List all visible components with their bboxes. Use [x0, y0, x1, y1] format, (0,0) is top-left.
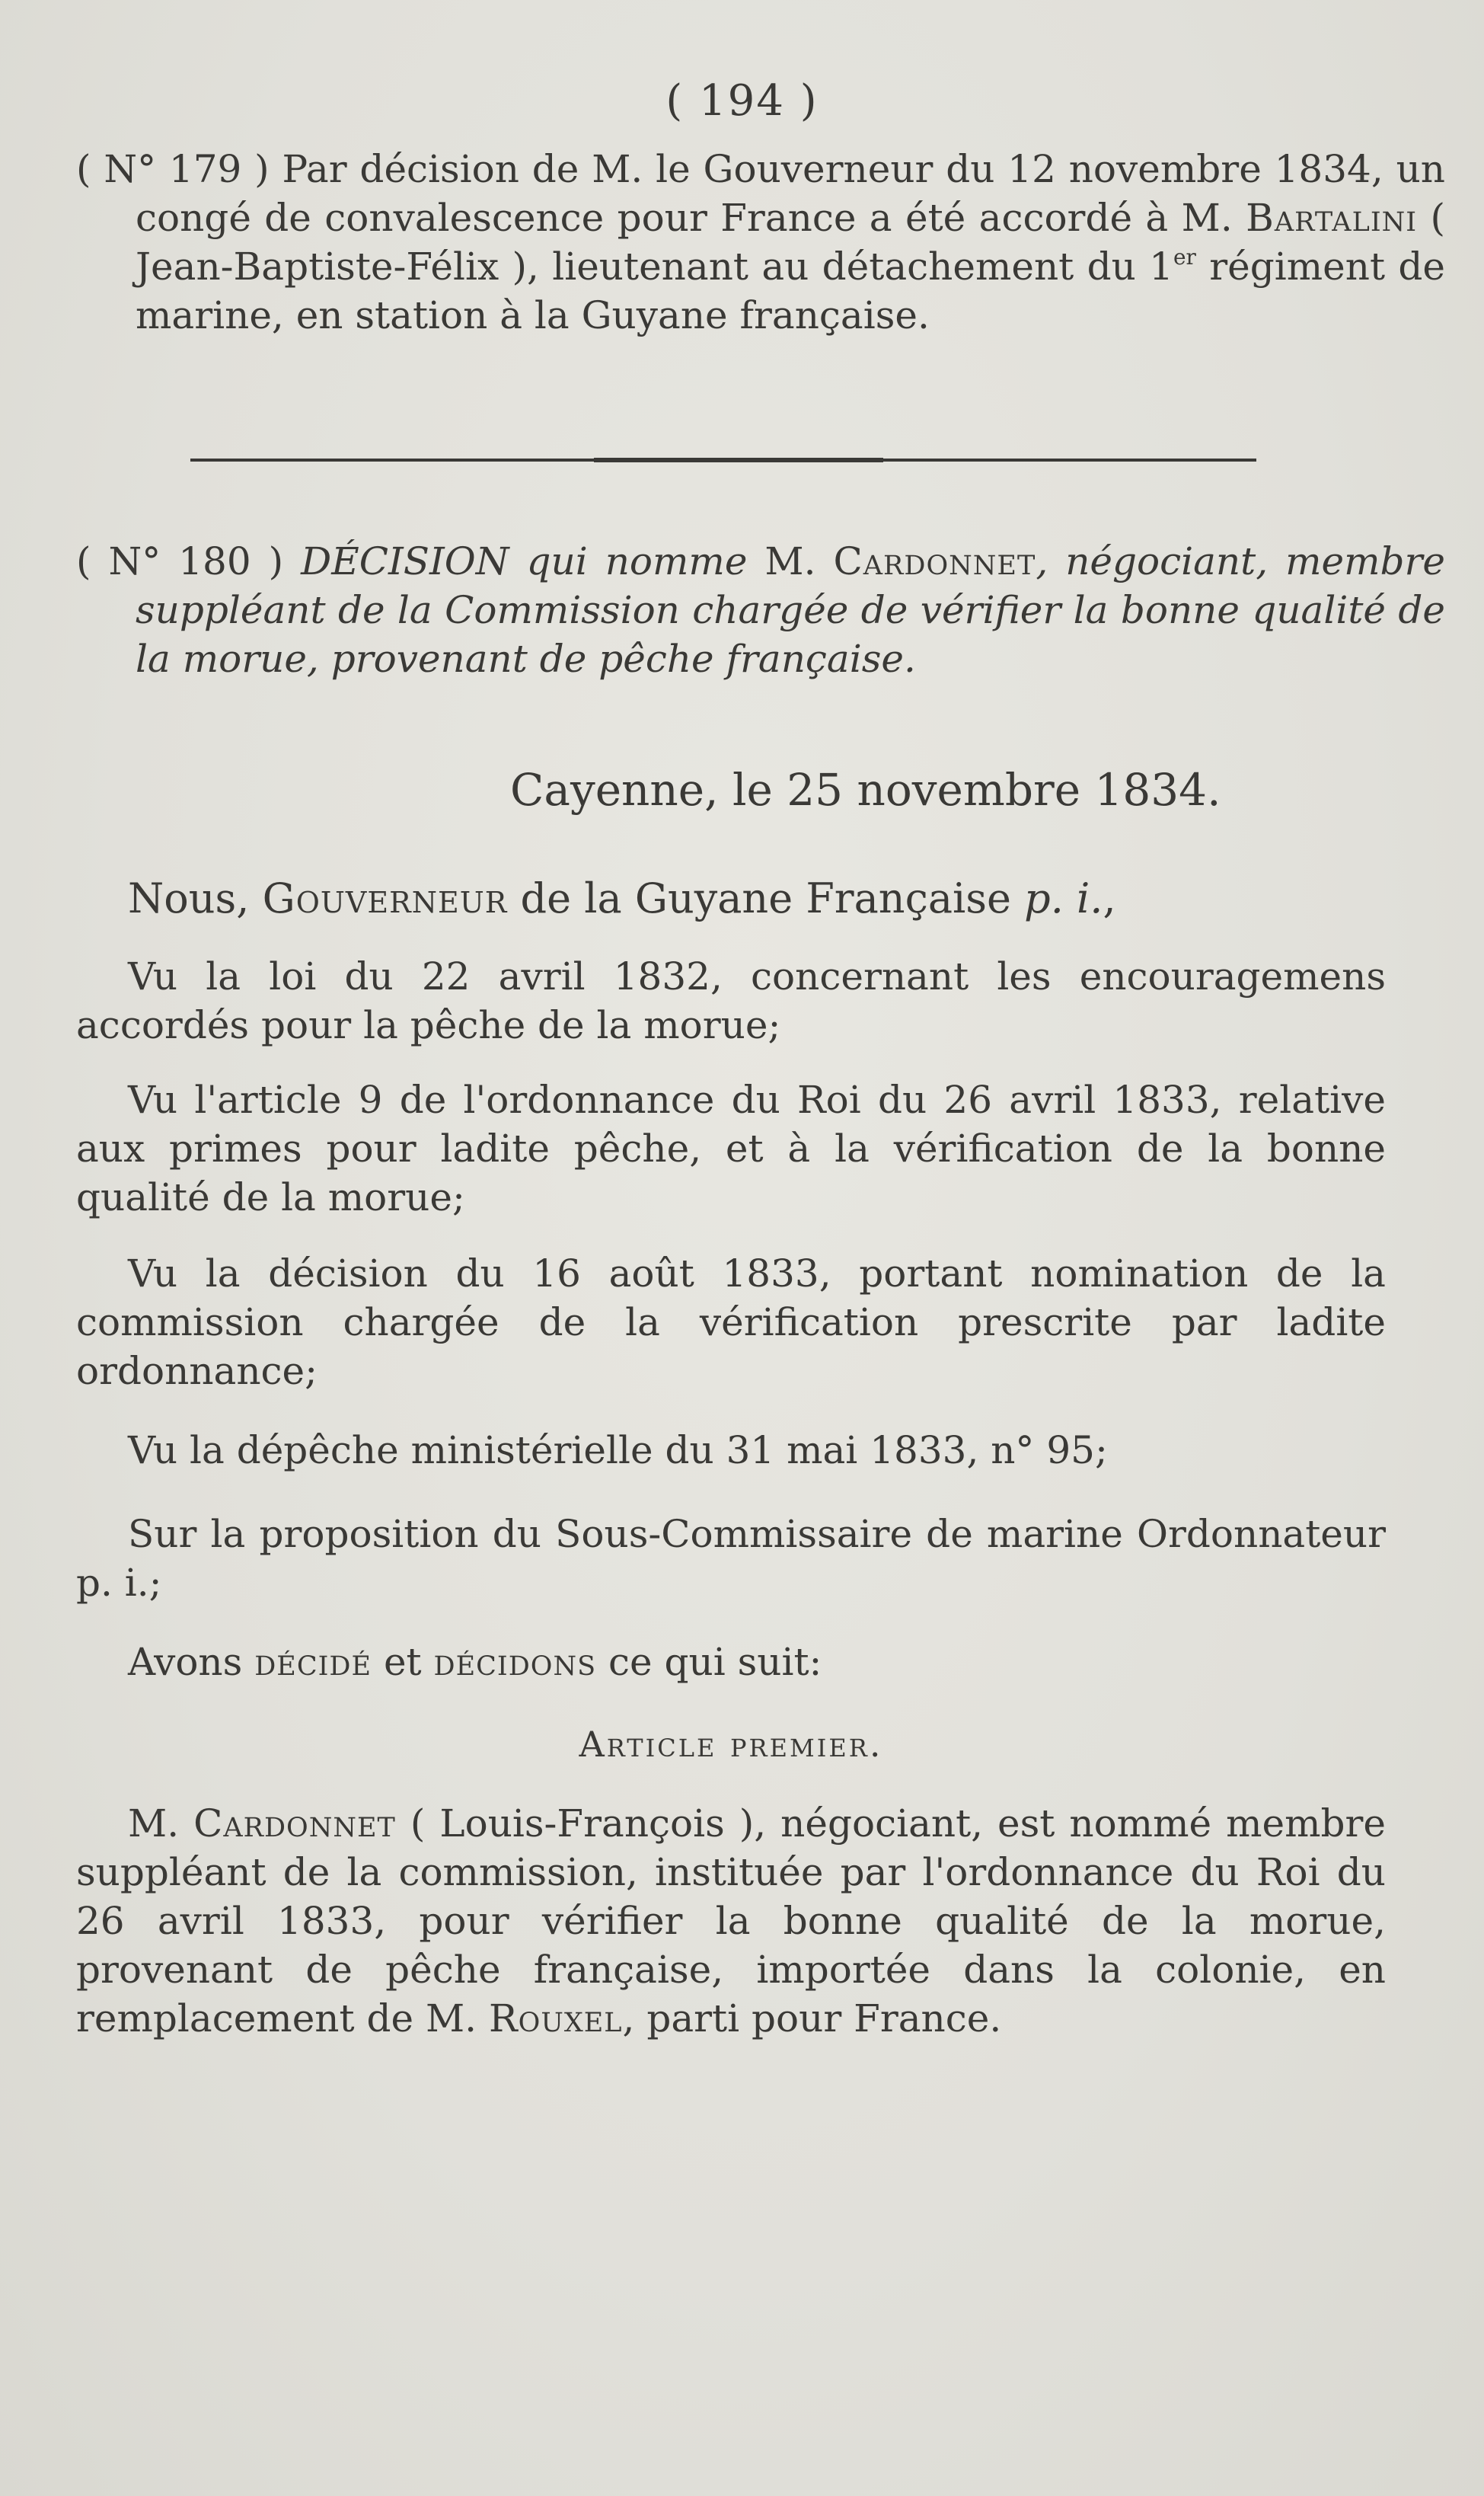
consideration-5: Sur la proposition du Sous-Commissaire de marine Ordonnateur p. i.;	[76, 1512, 1386, 1605]
entry-180-title-m: M.	[764, 539, 816, 583]
decide-decide: décidé	[254, 1640, 372, 1684]
entry-179-text: Par décision de M. le Gouverneur du 12 novembre 1834, un congé de convalescence pour France a été accordé à M.	[136, 147, 1445, 240]
article-text-end: , parti pour France.	[622, 1996, 1002, 2041]
consideration-2: Vu l'article 9 de l'ordonnance du Roi du 26 avril 1833, relative aux primes pour ladite pêche, et à la vérification de la bonne qualité de la morue;	[76, 1078, 1386, 1219]
decide-et: et	[383, 1640, 422, 1684]
article-heading: Article premier.	[579, 1724, 883, 1765]
article-body	[76, 1799, 1386, 2043]
entry-179-name: Bartalini	[1246, 196, 1418, 240]
decide-avons: Avons	[128, 1640, 243, 1684]
section-divider-thick	[594, 458, 883, 462]
entry-179-text-end: régiment de marine, en station à la Guyane française.	[136, 244, 1446, 337]
nous-line	[76, 874, 1386, 923]
entry-179-text-after: ( Jean-Baptiste-Félix ), lieutenant au détachement du 1	[136, 196, 1445, 289]
consideration-4: Vu la dépêche ministérielle du 31 mai 1833, n° 95;	[128, 1428, 1108, 1472]
gouverneur-title: Gouverneur	[262, 874, 508, 922]
article-name: Cardonnet	[193, 1801, 396, 1846]
decision-line	[76, 1638, 1386, 1686]
decide-end: ce qui suit:	[608, 1640, 822, 1684]
nous-end: ,	[1103, 874, 1116, 922]
entry-180-title-word: DÉCISION	[301, 539, 509, 583]
entry-179-superscript: er	[1173, 244, 1196, 270]
nous-start: Nous,	[128, 874, 250, 922]
entry-179	[76, 145, 1445, 340]
article-name-2: Rouxel	[488, 1996, 623, 2041]
entry-179-number: ( N° 179 )	[76, 147, 270, 191]
consideration-1: Vu la loi du 22 avril 1832, concernant les encouragemens accordés pour la pêche de la morue;	[76, 954, 1386, 1047]
entry-180-number: ( N° 180 )	[76, 539, 284, 583]
entry-180-name: Cardonnet	[833, 539, 1036, 583]
nous-rest: de la Guyane Française	[520, 874, 1011, 922]
article-m: M.	[128, 1801, 180, 1846]
entry-180-title	[76, 537, 1445, 683]
article-text: ( Louis-François ), négociant, est nommé membre suppléant de la commission, instituée par l'ordonnance du Roi du 26 avril 1833, pour vérifier la bonne qualité de la morue, provenant de pêche française, importée dans la colonie, en remplacement de M.	[76, 1801, 1386, 2041]
entry-180-title-end: , négociant, membre suppléant de la Commission chargée de vérifier la bonne qualité de la morue, provenant de pêche française.	[136, 539, 1445, 681]
consideration-3: Vu la décision du 16 août 1833, portant nomination de la commission chargée de la vérification prescrite par ladite ordonnance;	[76, 1251, 1386, 1393]
page-number: ( 194 )	[665, 76, 819, 126]
nous-pi: p. i.	[1024, 874, 1103, 922]
decide-decidons: décidons	[433, 1640, 597, 1684]
entry-180-title-rest: qui nomme	[526, 539, 748, 583]
place-date: Cayenne, le 25 novembre 1834.	[510, 764, 1221, 816]
